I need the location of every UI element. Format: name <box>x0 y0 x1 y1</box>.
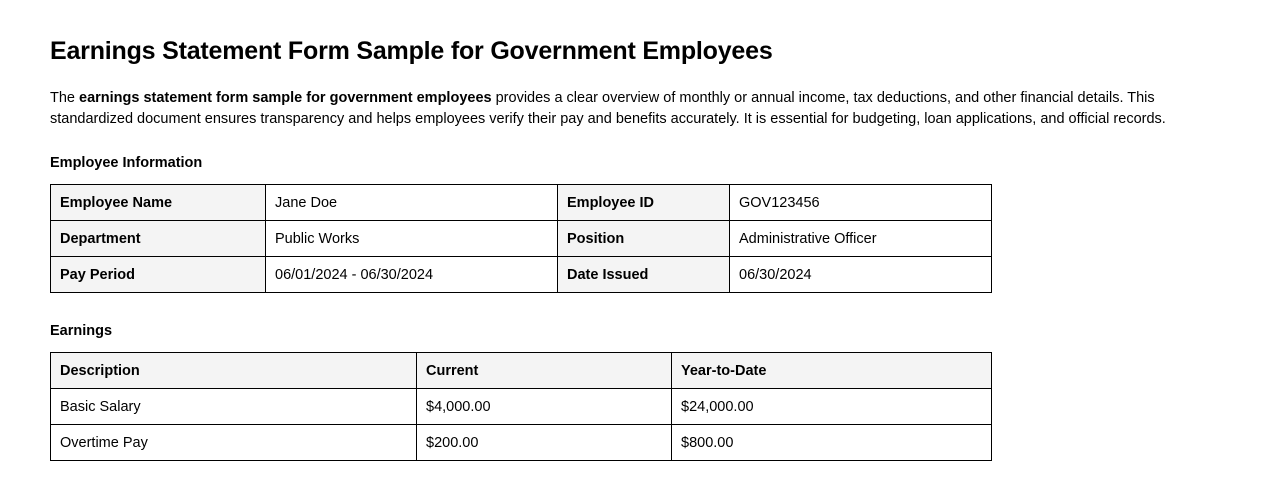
column-header-description: Description <box>51 353 417 389</box>
department-label: Department <box>51 221 266 257</box>
employee-name-label: Employee Name <box>51 185 266 221</box>
table-row <box>51 221 992 257</box>
earnings-current: $4,000.00 <box>417 389 672 425</box>
table-row <box>51 185 992 221</box>
intro-text-after: provides a clear overview of monthly or annual income, tax deductions, and other financial details. This standardized document ensures transparency and helps employees verify their pay and benefits accurately. It is essential for budgeting, loan applications, and official records. <box>50 90 1166 127</box>
employee-id-value: GOV123456 <box>730 185 992 221</box>
department-value: Public Works <box>266 221 558 257</box>
table-row <box>51 389 992 425</box>
table-row <box>51 257 992 293</box>
pay-period-value: 06/01/2024 - 06/30/2024 <box>266 257 558 293</box>
employee-information-table <box>50 184 992 293</box>
intro-paragraph <box>50 88 1228 129</box>
employee-name-value: Jane Doe <box>266 185 558 221</box>
earnings-table <box>50 352 992 461</box>
position-value: Administrative Officer <box>730 221 992 257</box>
column-header-year-to-date: Year-to-Date <box>672 353 992 389</box>
table-row <box>51 425 992 461</box>
earnings-ytd: $24,000.00 <box>672 389 992 425</box>
page-title: Earnings Statement Form Sample for Government Employees <box>50 37 773 65</box>
employee-id-label: Employee ID <box>558 185 730 221</box>
earnings-description: Overtime Pay <box>51 425 417 461</box>
earnings-ytd: $800.00 <box>672 425 992 461</box>
pay-period-label: Pay Period <box>51 257 266 293</box>
employee-information-heading: Employee Information <box>50 155 203 172</box>
earnings-heading: Earnings <box>50 323 113 340</box>
position-label: Position <box>558 221 730 257</box>
intro-text-before: The <box>50 90 80 106</box>
earnings-current: $200.00 <box>417 425 672 461</box>
earnings-description: Basic Salary <box>51 389 417 425</box>
table-header-row <box>51 353 992 389</box>
intro-text-bold: earnings statement form sample for government employees <box>79 90 492 106</box>
date-issued-label: Date Issued <box>558 257 730 293</box>
date-issued-value: 06/30/2024 <box>730 257 992 293</box>
column-header-current: Current <box>417 353 672 389</box>
